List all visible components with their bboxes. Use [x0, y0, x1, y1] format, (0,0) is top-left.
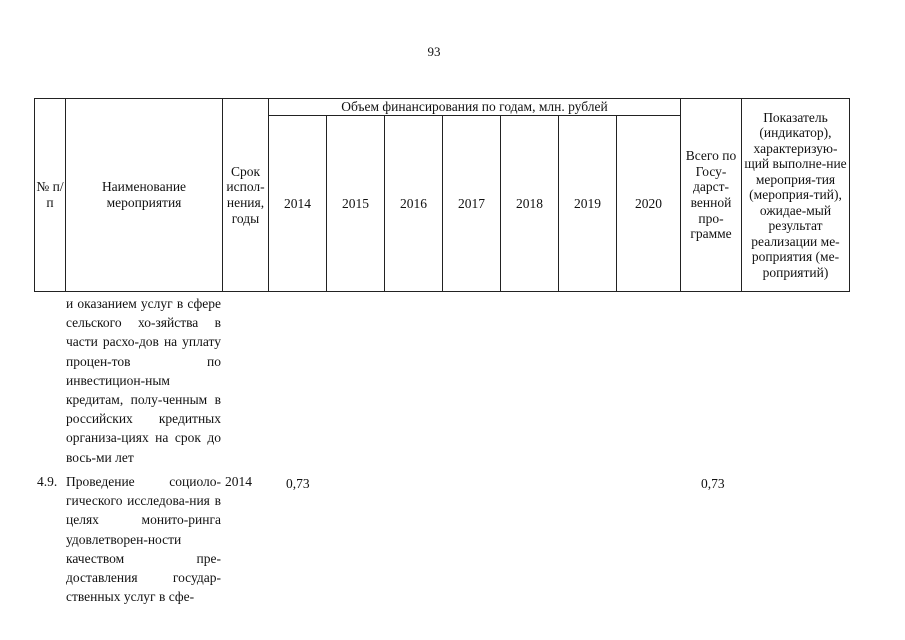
header-total: Всего по Госу-дарст-венной про-грамме: [681, 99, 742, 292]
table-header: [34, 98, 850, 292]
header-name: Наименование мероприятия: [66, 99, 223, 292]
row-1-name: и оказанием услуг в сфере сельского хо-зяйства в части расхо-дов на уплату процен-тов по инвестицион-ным кредитам, полу-ченным в российских кредитных организа-циях на срок до вось-ми лет: [66, 296, 221, 465]
header-num: № п/п: [35, 99, 66, 292]
page-number: 93: [427, 44, 441, 59]
header-year: 2016: [385, 116, 443, 292]
header-funding-group: Объем финансирования по годам, млн. рублей: [269, 99, 681, 116]
row-2-total: 0,73: [701, 476, 725, 491]
row-2-name: Проведение социоло-гического исследова-ния в целях монито-ринга удовлетворен-ности качеством пре-доставления государ-ственных услуг в сфе-: [66, 474, 221, 605]
header-year: 2018: [501, 116, 559, 292]
row-2-num: 4.9.: [37, 474, 58, 489]
header-year: 2014: [269, 116, 327, 292]
header-year: 2019: [559, 116, 617, 292]
header-indicator: Показатель (индикатор), характеризую-щий выполне-ние мероприя-тия (мероприя-тий), ожидае-мый результат реализации ме-роприятия (ме-роприятий): [742, 99, 850, 292]
row-2-term: 2014: [225, 474, 252, 489]
row-2-value-2014: 0,73: [286, 476, 310, 491]
header-year: 2020: [617, 116, 681, 292]
header-year: 2015: [327, 116, 385, 292]
header-year: 2017: [443, 116, 501, 292]
header-term: Срок испол-нения, годы: [223, 99, 269, 292]
